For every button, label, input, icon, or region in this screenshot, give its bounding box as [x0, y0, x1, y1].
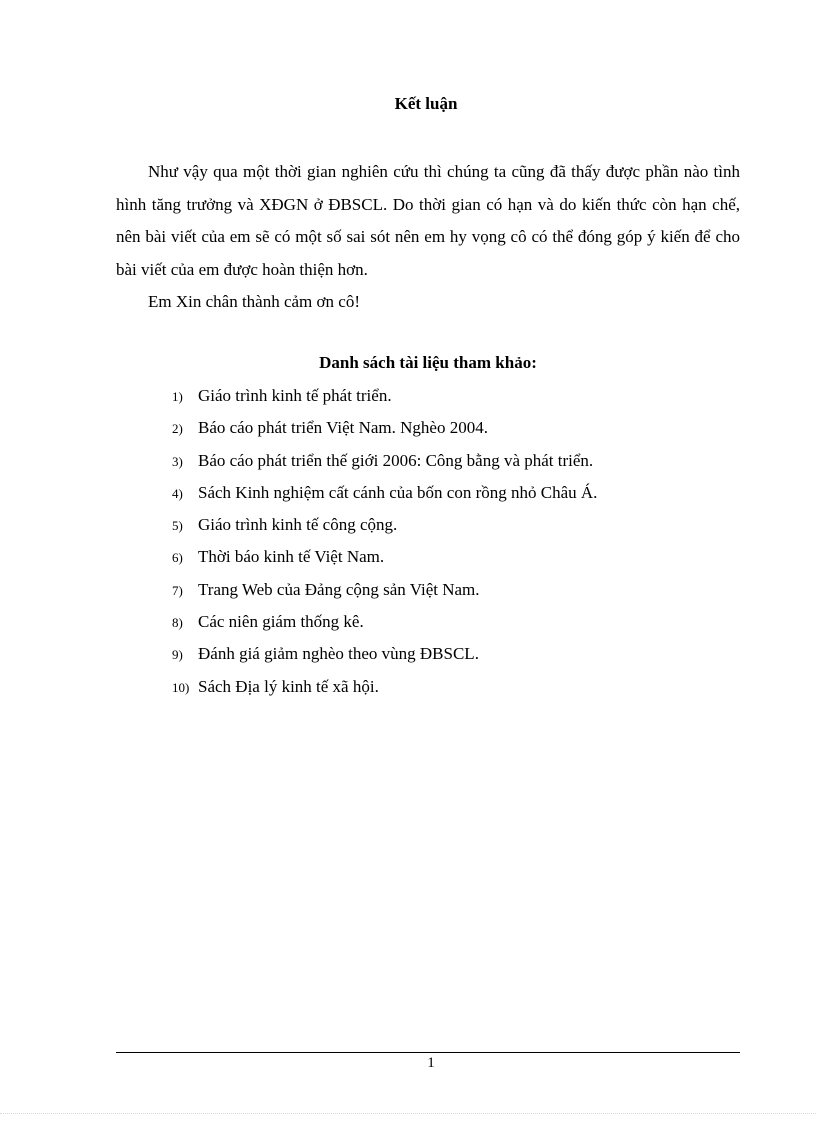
- reference-item: [172, 608, 597, 640]
- reference-number: 9): [172, 647, 183, 663]
- reference-text: Báo cáo phát triển thế giới 2006: Công bằng và phát triển.: [198, 450, 594, 470]
- reference-text: Thời báo kinh tế Việt Nam.: [198, 547, 385, 567]
- reference-text: Trang Web của Đảng cộng sản Việt Nam.: [198, 579, 480, 599]
- paragraph: Em Xin chân thành cảm ơn cô!: [148, 292, 360, 311]
- reference-number: 8): [172, 615, 183, 631]
- references-list: [172, 382, 597, 705]
- reference-item: [172, 576, 597, 608]
- reference-number: 5): [172, 518, 183, 534]
- page-bottom-edge: [0, 1113, 816, 1114]
- reference-number: 6): [172, 550, 183, 566]
- reference-item: [172, 382, 597, 414]
- reference-item: [172, 640, 597, 672]
- references-heading: Danh sách tài liệu tham khảo:: [319, 353, 537, 372]
- reference-number: 2): [172, 421, 183, 437]
- paragraph: Như vậy qua một thời gian nghiên cứu thì chúng ta cũng đã thấy được phần nào tình hình tăng trưởng và XĐGN ở ĐBSCL. Do thời gian có hạn và do kiến thức còn hạn chế, nên bài viết của em sẽ có một số sai sót nên em hy vọng cô có thể đóng góp ý kiến để cho bài viết của em được hoàn thiện hơn.: [116, 162, 740, 279]
- reference-number: 1): [172, 389, 183, 404]
- reference-text: Giáo trình kinh tế công cộng.: [198, 515, 398, 535]
- footer-divider: [116, 1052, 740, 1053]
- reference-number: 3): [172, 453, 183, 469]
- reference-number: 10): [172, 679, 190, 695]
- reference-number: 7): [172, 582, 183, 598]
- reference-number: 4): [172, 485, 183, 501]
- reference-text: Báo cáo phát triển Việt Nam. Nghèo 2004.: [198, 418, 488, 438]
- reference-text: Giáo trình kinh tế phát triển.: [198, 386, 392, 405]
- reference-item: [172, 511, 597, 543]
- reference-text: Sách Địa lý kinh tế xã hội.: [198, 676, 379, 696]
- conclusion-body: [116, 156, 740, 319]
- page-title: Kết luận: [394, 94, 458, 113]
- reference-text: Đánh giá giảm nghèo theo vùng ĐBSCL.: [198, 644, 479, 664]
- reference-text: Sách Kinh nghiệm cất cánh của bốn con rồng nhỏ Châu Á.: [198, 482, 598, 502]
- reference-item: [172, 543, 597, 575]
- page-number: 1: [427, 1055, 435, 1071]
- reference-item: [172, 447, 597, 479]
- reference-item: [172, 414, 597, 446]
- reference-item: [172, 673, 597, 705]
- reference-item: [172, 479, 597, 511]
- reference-text: Các niên giám thống kê.: [198, 612, 364, 632]
